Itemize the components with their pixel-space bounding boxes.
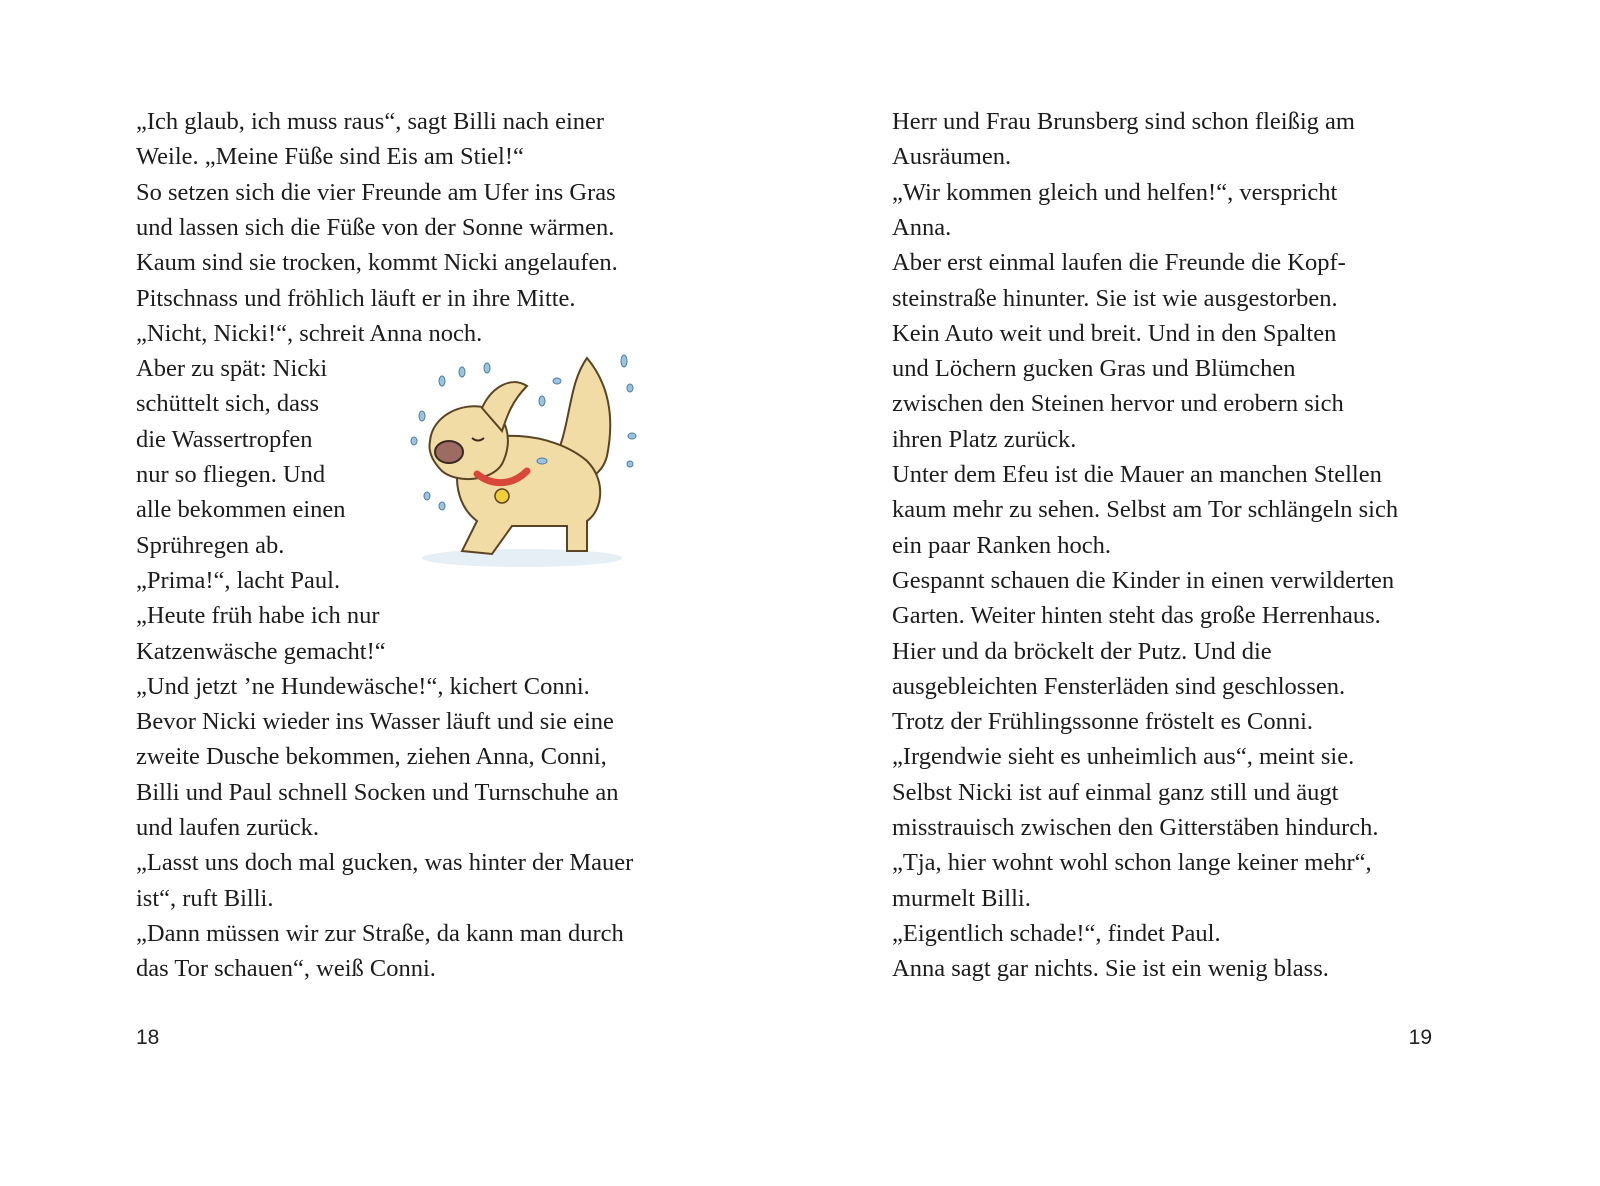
text-line: Katzenwäsche gemacht!“ — [136, 637, 386, 665]
text-line: und laufen zurück. — [136, 814, 319, 841]
text-line: ist“, ruft Billi. — [136, 884, 274, 912]
text-line: Aber zu spät: Nicki — [136, 355, 328, 383]
text-line: „Nicht, Nicki!“, schreit Anna noch. — [136, 319, 483, 347]
right-page — [800, 0, 1600, 1186]
shaking-dog-illustration — [402, 346, 642, 580]
text-line: „Eigentlich schade!“, findet Paul. — [892, 919, 1221, 947]
text-line: Sprühregen ab. — [136, 531, 285, 559]
text-line: „Heute früh habe ich nur — [136, 602, 380, 630]
text-line: ein paar Ranken hoch. — [892, 531, 1112, 559]
page-number: 18 — [136, 1026, 160, 1049]
text-line: „Irgendwie sieht es unheimlich aus“, meint sie. — [892, 743, 1355, 771]
text-line: Anna. — [892, 213, 952, 241]
text-line: „Ich glaub, ich muss raus“, sagt Billi nach einer — [136, 108, 605, 135]
text-line: steinstraße hinunter. Sie ist wie ausgestorben. — [892, 284, 1338, 312]
text-line: Herr und Frau Brunsberg sind schon fleißig am — [892, 108, 1355, 135]
text-line: Trotz der Frühlingssonne fröstelt es Conni. — [892, 708, 1314, 736]
text-line: und lassen sich die Füße von der Sonne wärmen. — [136, 213, 615, 241]
text-line: „Und jetzt ’ne Hundewäsche!“, kichert Conni. — [136, 672, 590, 700]
text-line: Garten. Weiter hinten steht das große Herrenhaus. — [892, 602, 1381, 630]
text-line: „Tja, hier wohnt wohl schon lange keiner mehr“, — [892, 849, 1372, 877]
text-line: So setzen sich die vier Freunde am Ufer ins Gras — [136, 178, 616, 206]
text-line: misstrauisch zwischen den Gitterstäben hindurch. — [892, 814, 1379, 841]
text-line: schüttelt sich, dass — [136, 390, 320, 418]
text-line: das Tor schauen“, weiß Conni. — [136, 955, 436, 983]
text-line: Unter dem Efeu ist die Mauer an manchen Stellen — [892, 461, 1382, 488]
text-line: „Lasst uns doch mal gucken, was hinter der Mauer — [136, 849, 634, 877]
text-line: Aber erst einmal laufen die Freunde die Kopf- — [892, 249, 1346, 277]
text-line: Weile. „Meine Füße sind Eis am Stiel!“ — [136, 143, 524, 171]
text-line: „Prima!“, lacht Paul. — [136, 566, 341, 594]
text-line: Selbst Nicki ist auf einmal ganz still und äugt — [892, 778, 1339, 806]
text-line: ausgebleichten Fensterläden sind geschlossen. — [892, 672, 1346, 700]
text-line: Ausräumen. — [892, 143, 1012, 171]
text-line: murmelt Billi. — [892, 884, 1031, 912]
text-line: „Dann müssen wir zur Straße, da kann man durch — [136, 919, 624, 947]
text-line: und Löchern gucken Gras und Blümchen — [892, 355, 1296, 383]
text-line: kaum mehr zu sehen. Selbst am Tor schlängeln sich — [892, 496, 1399, 524]
text-line: Bevor Nicki wieder ins Wasser läuft und sie eine — [136, 708, 614, 736]
text-line: Billi und Paul schnell Socken und Turnschuhe an — [136, 778, 619, 806]
text-line: Kein Auto weit und breit. Und in den Spalten — [892, 319, 1337, 347]
text-line: nur so fliegen. Und — [136, 461, 326, 488]
text-line: Anna sagt gar nichts. Sie ist ein wenig blass. — [892, 955, 1329, 983]
text-line: Gespannt schauen die Kinder in einen verwilderten — [892, 566, 1395, 594]
text-line: Hier und da bröckelt der Putz. Und die — [892, 637, 1272, 665]
page-number: 19 — [1408, 1026, 1432, 1049]
text-line: Kaum sind sie trocken, kommt Nicki angelaufen. — [136, 249, 618, 277]
text-line: zwischen den Steinen hervor und erobern sich — [892, 390, 1344, 418]
text-line: „Wir kommen gleich und helfen!“, verspricht — [892, 178, 1338, 206]
text-line: ihren Platz zurück. — [892, 425, 1077, 453]
text-line: die Wassertropfen — [136, 425, 313, 453]
text-line: alle bekommen einen — [136, 496, 346, 524]
text-line: zweite Dusche bekommen, ziehen Anna, Conni, — [136, 743, 607, 771]
text-line: Pitschnass und fröhlich läuft er in ihre Mitte. — [136, 284, 576, 312]
